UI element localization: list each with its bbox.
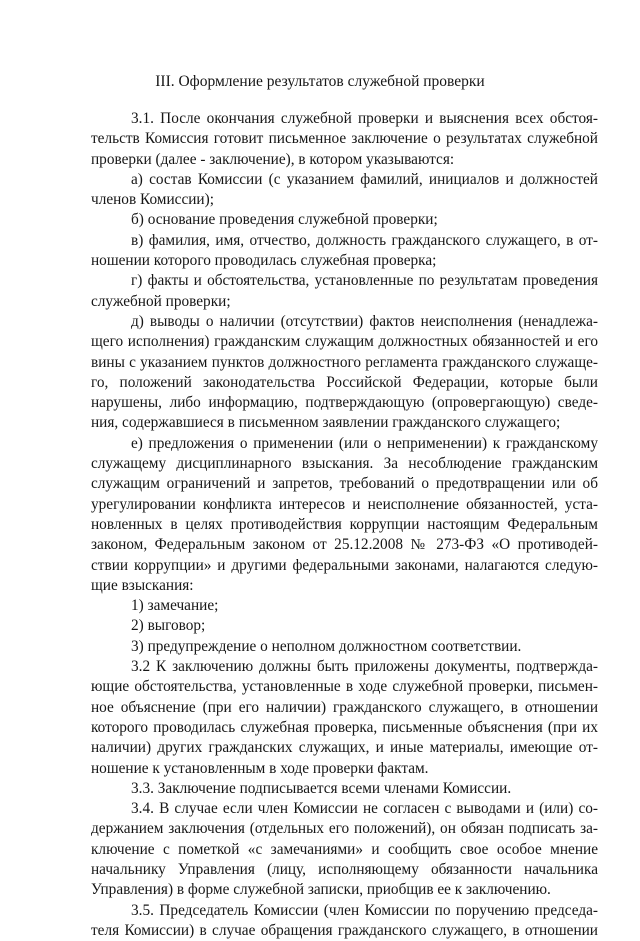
text-line: начальнику Управления (лицу, исполняющему обязанности начальника (91, 860, 598, 878)
text-line: 3.5. Председатель Комиссии (член Комиссии по поручению председа- (131, 901, 598, 919)
text-line: тельств Комиссия готовит письменное заключение о результатах служебной (91, 130, 598, 148)
text-line: законом, Федеральным законом от 25.12.2008 № 273-ФЗ «О противодей- (91, 536, 598, 554)
text-line: наличии) других гражданских служащих, и иные материалы, имеющие от- (91, 739, 598, 757)
text-line: урегулировании конфликта интересов и неисполнение обязанностей, уста- (91, 495, 598, 513)
text-line: нарушены, либо информацию, подтверждающую (опровергающую) сведе- (91, 394, 598, 412)
text-line: 3.3. Заключение подписывается всеми членами Комиссии. (131, 779, 512, 797)
text-line: теля Комиссии) в случае обращения гражданского служащего, в отношении (91, 921, 598, 939)
text-line: ния, содержавшиеся в письменном заявлении гражданского служащего; (91, 414, 561, 432)
text-line: проверки (далее - заключение), в котором указываются: (91, 150, 455, 168)
text-line: ствии коррупции» и другими федеральными законами, налагаются следую- (91, 556, 598, 574)
text-line: в) фамилия, имя, отчество, должность гражданского служащего, в от- (131, 231, 598, 249)
text-line: служащему дисциплинарного взыскания. За несоблюдение гражданским (91, 455, 598, 473)
text-line: держанием заключения (отдельных его положений), он обязан подписать за- (91, 820, 598, 838)
text-line: б) основание проведения служебной проверки; (131, 211, 438, 229)
text-line: 3) предупреждение о неполном должностном соответствии. (131, 637, 522, 655)
text-line: ношение к установленным в ходе проверки фактам. (91, 759, 429, 777)
text-line: 3.2 К заключению должны быть приложены документы, подтвержда- (131, 658, 598, 676)
text-line: Управления) в форме служебной записки, приобщив ее к заключению. (91, 881, 551, 899)
text-line: а) состав Комиссии (с указанием фамилий, инициалов и должностей (131, 170, 598, 188)
text-line: ношении которого проводилась служебная проверка; (91, 252, 437, 270)
text-line: д) выводы о наличии (отсутствии) фактов неисполнения (ненадлежа- (131, 312, 598, 330)
document-body (91, 109, 598, 941)
text-line: щего исполнения) гражданским служащим должностных обязанностей и его (91, 333, 598, 351)
text-line: го, положений законодательства Российской Федерации, которые были (91, 373, 598, 391)
text-line: служебной проверки; (91, 292, 231, 310)
text-line: новленных в целях противодействия коррупции настоящим Федеральным (91, 515, 598, 533)
text-line: которого проводилась служебная проверка, письменные объяснения (при их (91, 718, 598, 736)
section-title: III. Оформление результатов служебной проверки (155, 73, 485, 90)
text-line: ющие обстоятельства, установленные в ходе служебной проверки, письмен- (91, 678, 598, 696)
text-line: г) факты и обстоятельства, установленные по результатам проведения (131, 272, 598, 290)
text-line: вины с указанием пунктов должностного регламента гражданского служаще- (91, 353, 598, 371)
text-line: 3.1. После окончания служебной проверки и выяснения всех обстоя- (131, 110, 598, 127)
text-line: ключение с пометкой «с замечаниями» и сообщить свое особое мнение (91, 840, 598, 858)
text-line: служащим ограничений и запретов, требований о предотвращении или об (91, 475, 598, 493)
text-line: 2) выговор; (131, 617, 206, 635)
text-line: е) предложения о применении (или о неприменении) к гражданскому (131, 434, 598, 452)
text-line: 1) замечание; (131, 597, 219, 615)
text-line: 3.4. В случае если член Комиссии не согласен с выводами и (или) со- (131, 800, 598, 818)
text-line: членов Комиссии); (91, 191, 214, 209)
text-line: ное объяснение (при его наличии) гражданского служащего, в отношении (91, 698, 598, 716)
text-line: щие взыскания: (91, 576, 194, 594)
